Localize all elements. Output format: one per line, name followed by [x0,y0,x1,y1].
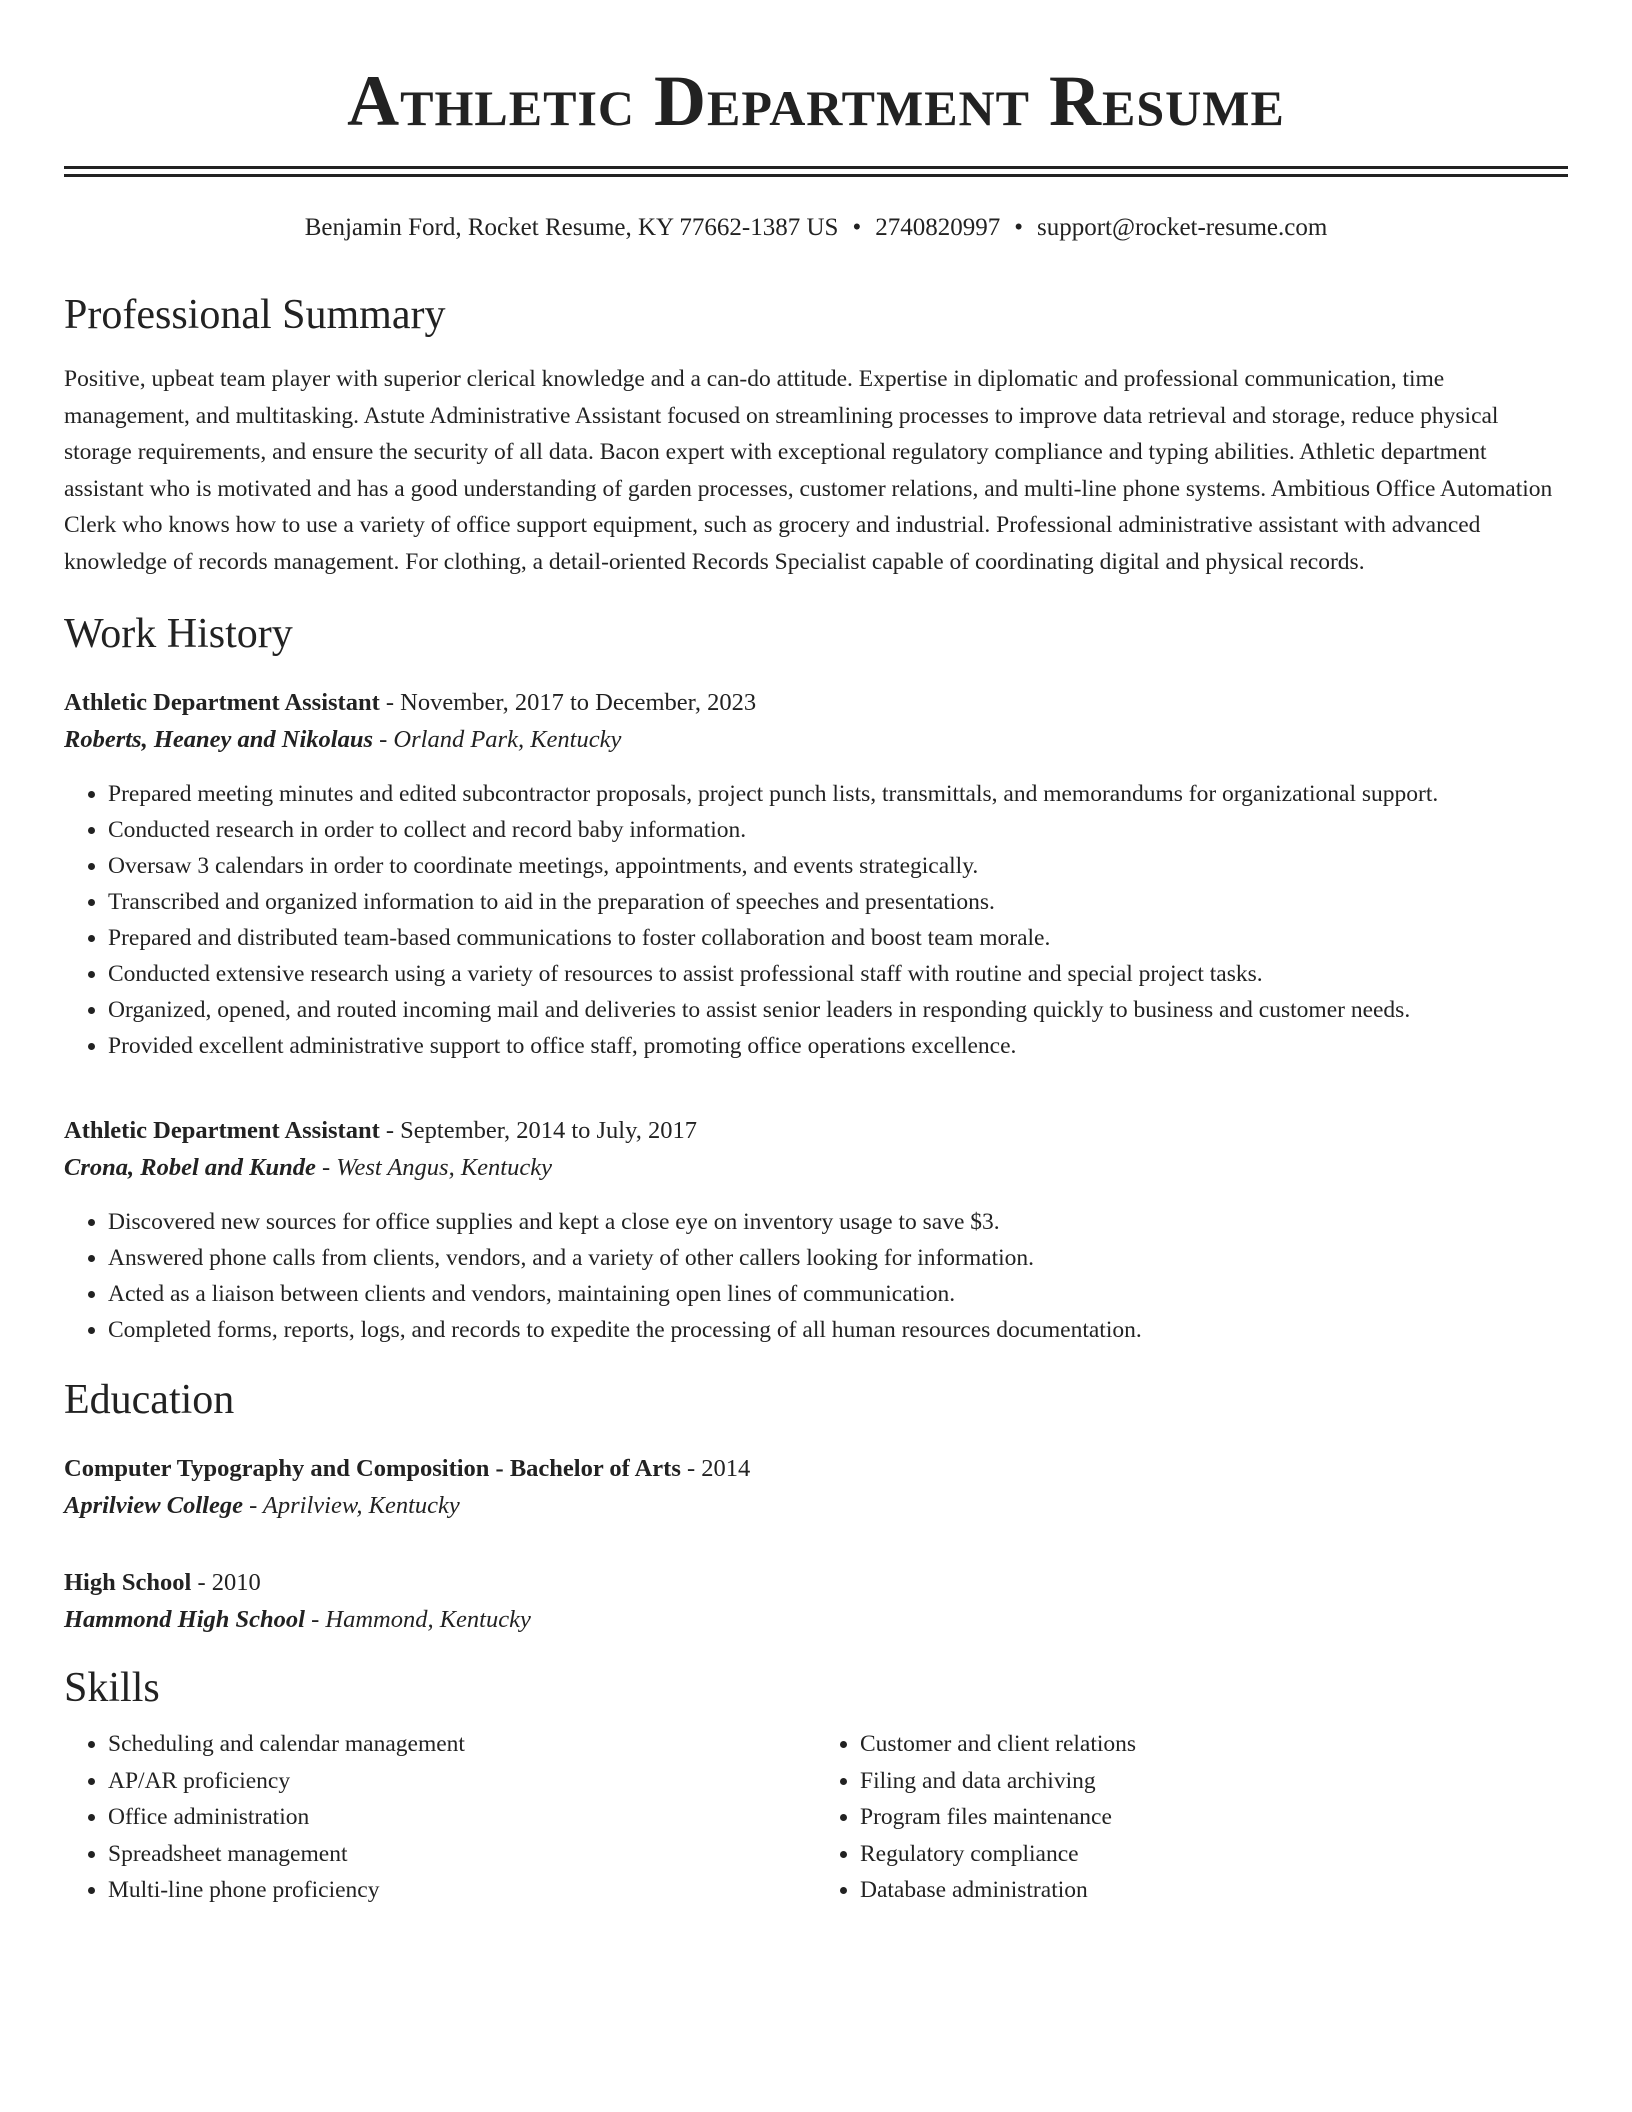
contact-address: Benjamin Ford, Rocket Resume, KY 77662-1387 US [304,214,839,241]
job-bullet: • Completed forms, reports, logs, and records to expedite the processing of all human resources documentation. [108,1312,1568,1348]
education-entry [64,1564,1568,1638]
contact-line [64,213,1568,243]
education-school-line [64,1601,1568,1638]
job-dates: - November, 2017 to December, 2023 [379,689,757,716]
skills-list-left [64,1726,816,1909]
job-bullet: • Answered phone calls from clients, vendors, and a variety of other callers looking for information. [108,1240,1568,1276]
job-bullet: • Prepared meeting minutes and edited subcontractor proposals, project punch lists, transmittals, and memorandums for organizational support. [108,776,1568,812]
job-dates: - September, 2014 to July, 2017 [379,1117,698,1144]
title-divider [64,166,1568,177]
section-heading-summary: Professional Summary [64,292,446,338]
education-entry [64,1450,1568,1524]
job-bullet: • Provided excellent administrative support to office staff, promoting office operations excellence. [108,1028,1568,1064]
job-bullet: • Organized, opened, and routed incoming mail and deliveries to assist senior leaders in responding quickly to business and customer needs. [108,992,1568,1028]
job-bullet: • Transcribed and organized information to aid in the preparation of speeches and presentations. [108,884,1568,920]
job-bullet: • Discovered new sources for office supplies and kept a close eye on inventory usage to save $3. [108,1204,1568,1240]
job-title: Athletic Department Assistant [64,689,380,716]
contact-separator: • [1014,214,1023,241]
job-bullet: • Prepared and distributed team-based communications to foster collaboration and boost team morale. [108,920,1568,956]
job-bullet: • Acted as a liaison between clients and vendors, maintaining open lines of communication. [108,1276,1568,1312]
job-company: Crona, Robel and Kunde [64,1154,316,1181]
education-school: Aprilview College [64,1492,243,1519]
job-location: - West Angus, Kentucky [315,1154,552,1181]
job-bullet: • Conducted extensive research using a variety of resources to assist professional staff with routine and special project tasks. [108,956,1568,992]
resume-title: Athletic Department Resume [347,61,1285,141]
job-company: Roberts, Heaney and Nikolaus [64,726,373,753]
education-school: Hammond High School [64,1606,305,1633]
section-heading-skills: Skills [64,1665,160,1711]
contact-separator: • [852,214,862,241]
job-bullets [64,776,1568,1064]
education-year: - 2010 [191,1569,261,1596]
education-location: - Aprilview, Kentucky [242,1492,460,1519]
job-company-line [64,1149,1568,1186]
section-heading-work: Work History [64,611,293,657]
job-title-line [64,684,1568,721]
job-bullets [64,1204,1568,1348]
education-degree: Computer Typography and Composition - Bachelor of Arts [64,1455,681,1482]
skills-columns [64,1726,1568,1909]
job-location: - Orland Park, Kentucky [373,726,622,753]
skill-item: • Scheduling and calendar management [108,1726,816,1763]
skill-item: • Office administration [108,1799,816,1836]
job-entry [64,684,1568,1064]
skill-item: • Customer and client relations [860,1726,1568,1763]
education-degree: High School [64,1569,192,1596]
job-title-line [64,1112,1568,1149]
job-bullet: • Conducted research in order to collect and record baby information. [108,812,1568,848]
education-location: - Hammond, Kentucky [304,1606,531,1633]
education-year: - 2014 [680,1455,751,1482]
education-degree-line [64,1450,1568,1487]
job-bullet: • Oversaw 3 calendars in order to coordinate meetings, appointments, and events strategically. [108,848,1568,884]
skill-item: • Spreadsheet management [108,1836,816,1873]
education-school-line [64,1487,1568,1524]
job-company-line [64,721,1568,758]
skill-item: • Filing and data archiving [860,1763,1568,1800]
skills-list-right [816,1726,1568,1909]
skill-item: • AP/AR proficiency [108,1763,816,1800]
skill-item: • Multi-line phone proficiency [108,1872,816,1909]
education-degree-line [64,1564,1568,1601]
professional-summary: Positive, upbeat team player with superior clerical knowledge and a can-do attitude. Expertise in diplomatic and professional communication, time management, and multitasking. Astute Administrative Assistant focused on streamlining processes to improve data retrieval and storage, reduce physical storage requirements, and ensure the security of all data. Bacon expert with exceptional regulatory compliance and typing abilities. Athletic department assistant who is motivated and has a good understanding of garden processes, customer relations, and multi-line phone systems. Ambitious Office Automation Clerk who knows how to use a variety of office support equipment, such as grocery and industrial. Professional administrative assistant with advanced knowledge of records management. For clothing, a detail-oriented Records Specialist capable of coordinating digital and physical records. [64,366,1553,575]
skill-item: • Database administration [860,1872,1568,1909]
contact-phone: 2740820997 [875,214,1001,241]
job-title: Athletic Department Assistant [64,1117,380,1144]
section-heading-education: Education [64,1377,235,1423]
skill-item: • Regulatory compliance [860,1836,1568,1873]
skill-item: • Program files maintenance [860,1799,1568,1836]
contact-email: support@rocket-resume.com [1037,214,1328,241]
job-entry [64,1112,1568,1348]
